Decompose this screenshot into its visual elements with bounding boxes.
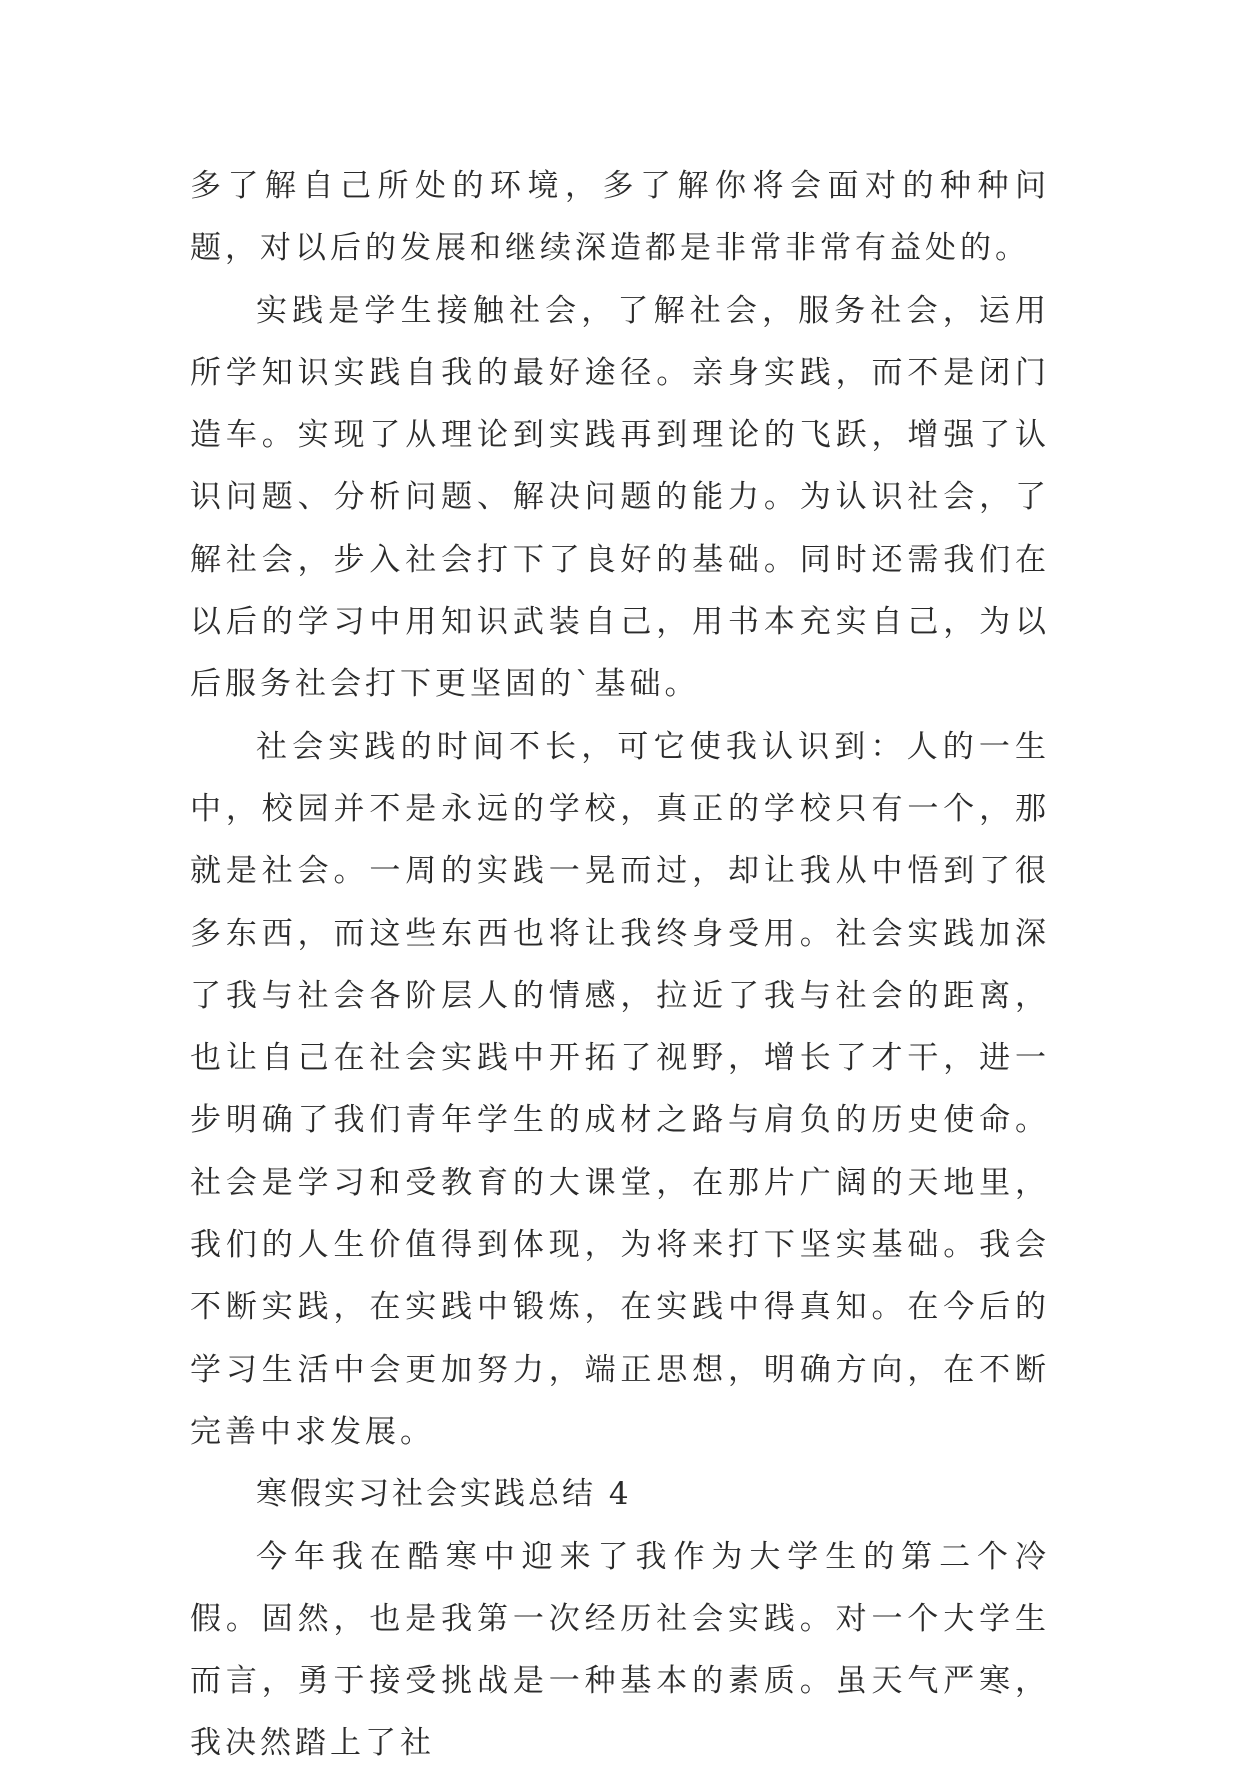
- paragraph-winter-vacation: 今年我在酷寒中迎来了我作为大学生的第二个冷假。固然，也是我第一次经历社会实践。对一个大学生而言，勇于接受挑战是一种基本的素质。虽天气严寒，我决然踏上了社: [190, 1538, 1050, 1762]
- paragraph-practice-reflection: 社会实践的时间不长，可它使我认识到：人的一生中，校园并不是永远的学校，真正的学校只有一个，那就是社会。一周的实践一晃而过，却让我从中悟到了很多东西，而这些东西也将让我终身受用。社会实践加深了我与社会各阶层人的情感，拉近了我与社会的距离，也让自己在社会实践中开拓了视野，增长了才干，进一步明确了我们青年学生的成材之路与肩负的历史使命。社会是学习和受教育的大课堂，在那片广阔的天地里，我们的人生价值得到体现，为将来打下坚实基础。我会不断实践，在实践中锻炼，在实践中得真知。在今后的学习生活中会更加努力，端正思想，明确方向，在不断完善中求发展。: [190, 728, 1050, 1450]
- paragraph-practice-value: 实践是学生接触社会，了解社会，服务社会，运用所学知识实践自我的最好途径。亲身实践，而不是闭门造车。实现了从理论到实践再到理论的飞跃，增强了认识问题、分析问题、解决问题的能力。为认识社会，了解社会，步入社会打下了良好的基础。同时还需我们在以后的学习中用知识武装自己，用书本充实自己，为以后服务社会打下更坚固的`基础。: [190, 292, 1050, 703]
- document-body: [190, 155, 1050, 1775]
- paragraph-intro-continuation: 多了解自己所处的环境，多了解你将会面对的种种问题，对以后的发展和继续深造都是非常非常有益处的。: [190, 168, 1050, 267]
- section-heading: 寒假实习社会实践总结 4: [256, 1476, 632, 1513]
